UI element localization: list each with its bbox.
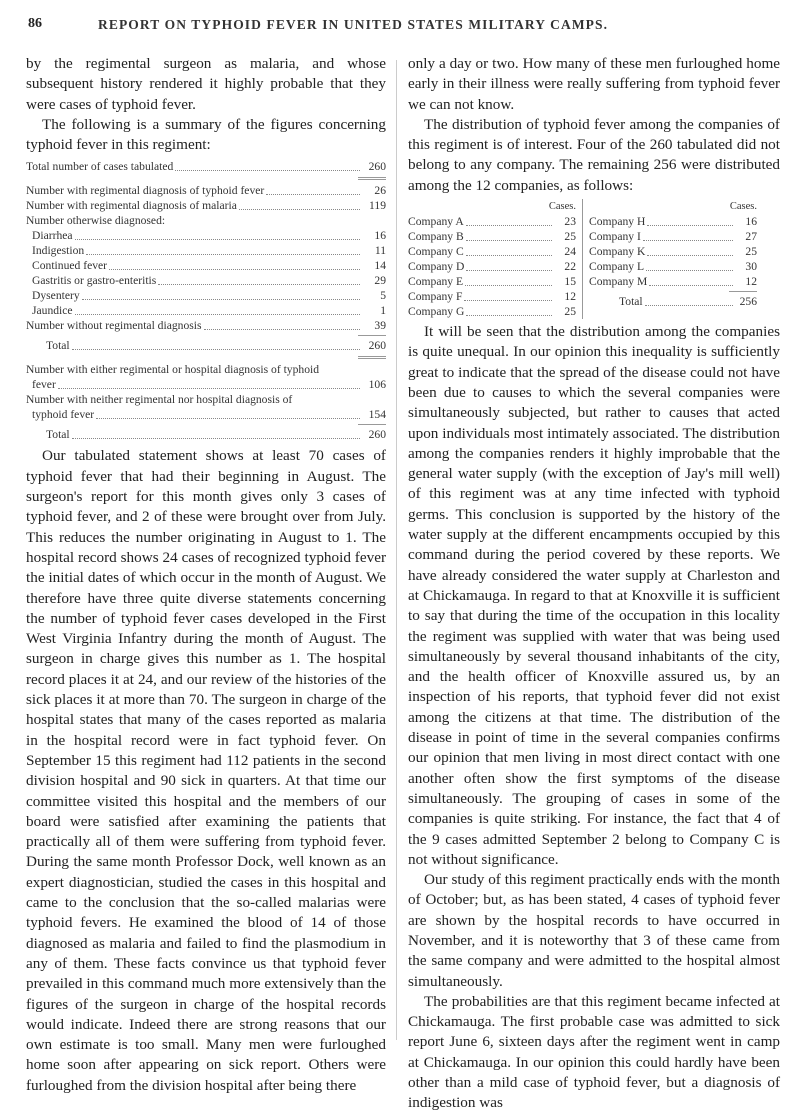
row-label: Indigestion [32, 244, 85, 258]
table-row [26, 362, 386, 377]
row-label: Total [46, 428, 70, 442]
running-title: REPORT ON TYPHOID FEVER IN UNITED STATES MILITARY CAMPS. [98, 17, 609, 32]
row-value: 260 [368, 339, 386, 353]
row-value: 16 [374, 229, 386, 243]
table-row [26, 303, 386, 318]
left-column [26, 54, 386, 1096]
table-row [26, 183, 386, 198]
table-row [408, 304, 576, 319]
table-row [408, 274, 576, 289]
row-label: Number with regimental diagnosis of typhoid fever [26, 184, 265, 198]
table-separator [582, 199, 583, 319]
page-header [28, 16, 780, 38]
table-row [589, 274, 757, 289]
row-label: Total [46, 339, 70, 353]
row-value: 12 [564, 290, 576, 304]
table-row [26, 213, 386, 228]
table-row [589, 244, 757, 259]
company-table [408, 199, 780, 319]
paragraph: The following is a summary of the figures concerning typhoid fever in this regiment: [26, 115, 386, 154]
row-label: Company I [589, 230, 641, 244]
row-value: 25 [564, 230, 576, 244]
row-label: Company G [408, 305, 465, 319]
row-label: Number with regimental diagnosis of malaria [26, 199, 237, 213]
table-row [26, 243, 386, 258]
row-label: Diarrhea [32, 229, 73, 243]
table-row [26, 318, 386, 333]
page-number: 86 [28, 16, 42, 31]
table-row [26, 198, 386, 213]
row-value: 29 [374, 274, 386, 288]
row-value: 24 [564, 245, 576, 259]
table-row [408, 259, 576, 274]
row-label: Number otherwise diagnosed: [26, 214, 166, 228]
row-label: typhoid fever [32, 408, 95, 422]
row-value: 12 [745, 275, 757, 289]
table-row [26, 407, 386, 422]
row-value: 30 [745, 260, 757, 274]
company-table-right [589, 199, 757, 319]
row-label: fever [32, 378, 56, 392]
row-label: Continued fever [32, 259, 108, 273]
table-row [589, 259, 757, 274]
row-value: 27 [745, 230, 757, 244]
row-value: 14 [374, 259, 386, 273]
row-label: Company K [589, 245, 646, 259]
row-value: 39 [374, 319, 386, 333]
row-value: 154 [368, 408, 386, 422]
row-value: 11 [374, 244, 386, 258]
paragraph: The probabilities are that this regiment became infected at Chickamauga. The first probable case was admitted to sick report June 6, sixteen days after the regiment went in camp at Chickamauga. In our opinion this could hardly have been other than a mild case of typhoid fever, but a diagnosis of indigestion was [408, 992, 780, 1112]
paragraph: by the regimental surgeon as malaria, and whose subsequent history rendered it highly probable that they were cases of typhoid fever. [26, 55, 386, 113]
summary-table [26, 159, 386, 442]
row-value: 256 [739, 295, 757, 309]
row-value: 106 [368, 378, 386, 392]
double-rule [358, 177, 386, 180]
sum-rule [729, 291, 757, 292]
paragraph: only a day or two. How many of these men furloughed home early in their illness were really suffering from typhoid fever we can not know. [408, 55, 780, 113]
row-value: 1 [380, 304, 386, 318]
row-value: 16 [745, 215, 757, 229]
row-label: Number with neither regimental nor hospital diagnosis of [26, 393, 293, 407]
row-value: 260 [368, 160, 386, 174]
row-label: Company B [408, 230, 464, 244]
table-row [26, 377, 386, 392]
company-table-left [408, 199, 576, 319]
row-value: 26 [374, 184, 386, 198]
paragraph: It will be seen that the distribution among the companies is quite unequal. In our opinion this inequality is sufficiently great to indicate that the spread of the disease could not have been due to causes to which the several companies were simultaneously subjected, but rather to causes that acted upon individuals most intimately associated. The distribution among the companies renders it highly improbable that the general water supply (with the exception of Jay's mill well) of this regiment was at any time infected with typhoid germs. This conclusion is supported by the history of the water supply at the different encampments occupied by this command during the period covered by these reports. We have already considered the water supply at Charleston and at Chickamauga. In regard to that at Knoxville it is sufficient to say that during the time of the occupation in this locality the regiment was supplied with water that was being used simultaneously by several thousand inhabitants of the city, and the health officer of Knoxville assured us, by an inspection of his reports, that typhoid fever did not exist among the citizens at that time. The distribution of the disease in point of time in the several companies confirms our opinion that men living in most direct contact with one another often show the first symptoms of the disease simultaneously. The grouping of cases in some of the companies is quite striking. For instance, the fact that 4 of the 9 cases admitted September 2 belong to Company C is not without significance. [408, 323, 780, 868]
column-divider [396, 60, 397, 1040]
row-label: Company L [589, 260, 645, 274]
sum-rule [358, 335, 386, 336]
row-label: Number without regimental diagnosis [26, 319, 202, 333]
table-row [408, 244, 576, 259]
table-row [26, 228, 386, 243]
row-label: Number with either regimental or hospital diagnosis of typhoid [26, 363, 320, 377]
cases-header: Cases. [548, 201, 576, 213]
row-label: Company M [589, 275, 648, 289]
total-row [589, 294, 757, 309]
row-label: Gastritis or gastro-enteritis [32, 274, 157, 288]
row-value: 25 [745, 245, 757, 259]
table-row [589, 229, 757, 244]
table-row [408, 229, 576, 244]
row-value: 119 [369, 199, 386, 213]
table-row [589, 214, 757, 229]
row-label: Company E [408, 275, 464, 289]
paragraph: Our tabulated statement shows at least 70 cases of typhoid fever that had their beginning in August. The surgeon's report for this month gives only 3 cases of typhoid fever, and 2 of these were brought over from July. This reduces the number originating in August to 1. The hospital record shows 24 cases of recognized typhoid fever the initial dates of which occur in the month of August. We therefore have three quite diverse statements concerning the number of typhoid fever cases developed in the First West Virginia Infantry during the month of August. The surgeon in charge gives this number as 1. The hospital record places it at 24, and our review of the histories of the sick places it at more than 70. The surgeon in charge of the hospital states that many of the cases reported as malaria in the hospital record were in fact typhoid fever. On September 15 this regiment had 112 patients in the second division hospital and 90 sick in quarters. At that time our committee visited this hospital and the members of our board were satisfied after examining the patients that practically all of them were suffering from typhoid fever. During the same month Professor Dock, well known as an expert diagnostician, studied the cases in this hospital and came to the conclusion that the so-called malarias were typhoid fevers. He examined the blood of 14 of those diagnosed as malaria and failed to find the plasmodium in any of them. These facts convince us that typhoid fever prevailed in this command much more extensively than the figures of the surgeon in charge of the hospital records would indicate. Indeed there are strong reasons that our own estimate is too small. Many men were furloughed home soon after appearing on sick report. Others were furloughed from the division hospital after being there [26, 447, 386, 1094]
row-label: Company D [408, 260, 465, 274]
table-row [26, 392, 386, 407]
paragraph: The distribution of typhoid fever among the companies of this regiment is of interest. Four of the 260 tabulated did not belong to any company. The remaining 256 were distributed among the 12 companies, as follows: [408, 115, 780, 194]
row-value: 15 [564, 275, 576, 289]
right-column [408, 54, 780, 1114]
table-row [26, 258, 386, 273]
row-value: 5 [380, 289, 386, 303]
row-label: Total [619, 295, 643, 309]
row-label: Company A [408, 215, 464, 229]
row-label: Company C [408, 245, 464, 259]
table-row [26, 159, 386, 174]
row-label: Dysentery [32, 289, 80, 303]
row-value: 23 [564, 215, 576, 229]
row-value: 22 [564, 260, 576, 274]
row-label: Total number of cases tabulated [26, 160, 174, 174]
total-row [26, 338, 386, 353]
cases-header: Cases. [729, 201, 757, 213]
row-value: 25 [564, 305, 576, 319]
row-value: 260 [368, 428, 386, 442]
row-label: Company H [589, 215, 646, 229]
double-rule [358, 356, 386, 359]
row-label: Jaundice [32, 304, 73, 318]
sum-rule [358, 424, 386, 425]
total-row [26, 427, 386, 442]
table-row [26, 273, 386, 288]
table-row [408, 214, 576, 229]
paragraph: Our study of this regiment practically ends with the month of October; but, as has been stated, 4 cases of typhoid fever are shown by the hospital records to have occurred in November, and it is noteworthy that 3 of these came from the same company and were admitted to the hospital almost simultaneously. [408, 871, 780, 990]
table-row [408, 289, 576, 304]
row-label: Company F [408, 290, 463, 304]
table-row [26, 288, 386, 303]
